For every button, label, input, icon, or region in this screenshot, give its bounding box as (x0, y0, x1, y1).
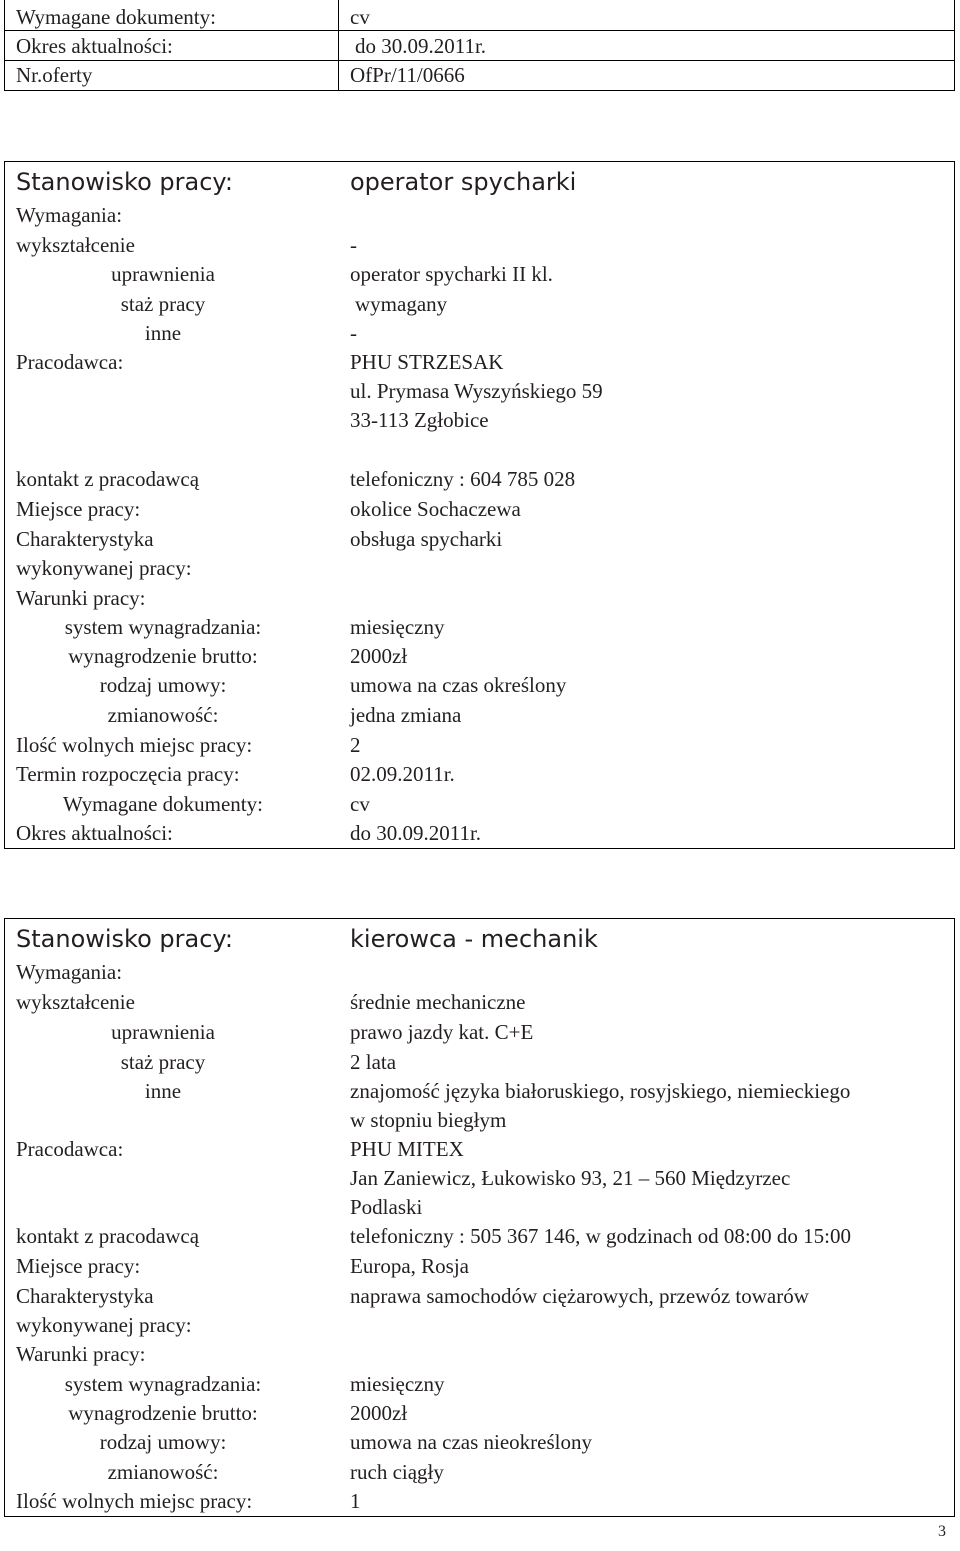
validity-value: do 30.09.2011r. (350, 821, 482, 845)
shifts-value: ruch ciągły (350, 1460, 444, 1484)
shifts-label: zmianowość: (107, 703, 219, 727)
pay-system-label: system wynagradzania: (64, 1372, 262, 1396)
offer-table-1 (4, 161, 955, 849)
workplace-label: Miejsce pracy: (16, 497, 141, 521)
employer-address: ul. Prymasa Wyszyńskiego 59 (350, 379, 603, 403)
requirements-label: Wymagania: (16, 203, 123, 227)
salary-value: 2000zł (350, 644, 408, 668)
required-docs-value: cv (350, 792, 370, 816)
offer-number-value: OfPr/11/0666 (350, 63, 465, 87)
contact-label: kontakt z pracodawcą (16, 1224, 200, 1248)
employer-address-2: Podlaski (350, 1195, 423, 1219)
shifts-label: zmianowość: (107, 1460, 219, 1484)
permissions-value: prawo jazdy kat. C+E (350, 1020, 534, 1044)
education-label: wykształcenie (16, 990, 135, 1014)
pay-system-value: miesięczny (350, 1372, 445, 1396)
shifts-value: jedna zmiana (350, 703, 462, 727)
employer-address: Jan Zaniewicz, Łukowisko 93, 21 – 560 Międzyrzec (350, 1166, 791, 1190)
validity-label: Okres aktualności: (16, 34, 173, 58)
conditions-label: Warunki pracy: (16, 586, 146, 610)
job-description-value: naprawa samochodów ciężarowych, przewóz towarów (350, 1284, 809, 1308)
salary-label: wynagrodzenie brutto: (68, 1401, 258, 1425)
required-docs-label: Wymagane dokumenty: (63, 792, 263, 816)
permissions-label: uprawnienia (111, 1020, 215, 1044)
contract-label: rodzaj umowy: (99, 673, 227, 697)
requirements-label: Wymagania: (16, 960, 123, 984)
position-title: kierowca - mechanik (350, 925, 598, 953)
education-value: średnie mechaniczne (350, 990, 526, 1014)
vacancies-value: 2 (350, 733, 361, 757)
job-description-label: Charakterystyka (16, 527, 154, 551)
other-label: inne (144, 1079, 182, 1103)
permissions-value: operator spycharki II kl. (350, 262, 553, 286)
contact-value: telefoniczny : 604 785 028 (350, 467, 576, 491)
validity-label: Okres aktualności: (16, 821, 173, 845)
job-description-label-2: wykonywanej pracy: (16, 1313, 192, 1337)
workplace-value: okolice Sochaczewa (350, 497, 521, 521)
experience-value: wymagany (355, 292, 448, 316)
employer-label: Pracodawca: (16, 350, 124, 374)
contract-value: umowa na czas określony (350, 673, 567, 697)
contact-value: telefoniczny : 505 367 146, w godzinach od 08:00 do 15:00 (350, 1224, 851, 1248)
salary-value: 2000zł (350, 1401, 408, 1425)
job-description-label-2: wykonywanej pracy: (16, 556, 192, 580)
contract-value: umowa na czas nieokreślony (350, 1430, 593, 1454)
employer-name: PHU MITEX (350, 1137, 464, 1161)
other-value-line-2: w stopniu biegłym (350, 1108, 507, 1132)
workplace-value: Europa, Rosja (350, 1254, 469, 1278)
contract-label: rodzaj umowy: (99, 1430, 227, 1454)
employer-city: 33-113 Zgłobice (350, 408, 489, 432)
workplace-label: Miejsce pracy: (16, 1254, 141, 1278)
page-number: 3 (938, 1523, 946, 1540)
top-offer-table (4, 0, 955, 91)
offer-number-label: Nr.oferty (16, 63, 93, 87)
experience-value: 2 lata (350, 1050, 397, 1074)
education-value: - (350, 233, 357, 257)
job-description-label: Charakterystyka (16, 1284, 154, 1308)
education-label: wykształcenie (16, 233, 135, 257)
docs-label: Wymagane dokumenty: (16, 5, 216, 29)
job-description-value: obsługa spycharki (350, 527, 503, 551)
other-value: - (350, 321, 357, 345)
validity-value: do 30.09.2011r. (355, 34, 487, 58)
conditions-label: Warunki pracy: (16, 1342, 146, 1366)
position-label: Stanowisko pracy: (16, 168, 233, 196)
position-title: operator spycharki (350, 168, 577, 196)
start-date-label: Termin rozpoczęcia pracy: (16, 762, 240, 786)
experience-label: staż pracy (120, 1050, 206, 1074)
vacancies-label: Ilość wolnych miejsc pracy: (16, 733, 253, 757)
start-date-value: 02.09.2011r. (350, 762, 455, 786)
permissions-label: uprawnienia (111, 262, 215, 286)
pay-system-value: miesięczny (350, 615, 445, 639)
other-label: inne (144, 321, 182, 345)
other-value-line-1: znajomość języka białoruskiego, rosyjskiego, niemieckiego (350, 1079, 851, 1103)
vacancies-label: Ilość wolnych miejsc pracy: (16, 1489, 253, 1513)
docs-value: cv (350, 5, 370, 29)
offer-table-2 (4, 918, 955, 1517)
experience-label: staż pracy (120, 292, 206, 316)
employer-label: Pracodawca: (16, 1137, 124, 1161)
contact-label: kontakt z pracodawcą (16, 467, 200, 491)
vacancies-value: 1 (350, 1489, 361, 1513)
employer-name: PHU STRZESAK (350, 350, 504, 374)
pay-system-label: system wynagradzania: (64, 615, 262, 639)
salary-label: wynagrodzenie brutto: (68, 644, 258, 668)
position-label: Stanowisko pracy: (16, 925, 233, 953)
